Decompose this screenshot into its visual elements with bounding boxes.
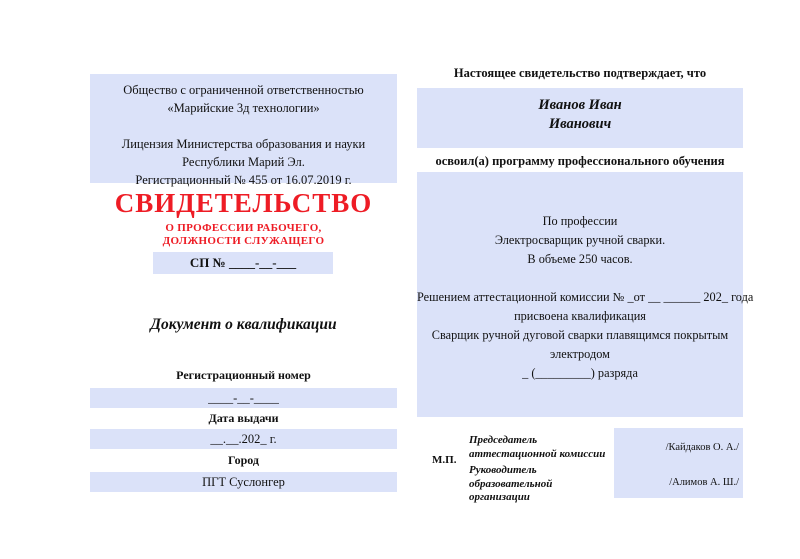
certificate-title: СВИДЕТЕЛЬСТВО	[114, 188, 373, 218]
registration-number-value-box: ____-__-____	[90, 388, 397, 408]
qualification-details-box	[417, 172, 754, 417]
director-signature-name: /Алимов А. Ш./	[669, 477, 739, 488]
grade-line: _ (_________) разряда	[522, 366, 638, 380]
city-value-box: ПГТ Суслонгер	[90, 472, 397, 492]
qualification-awarded-line: присвоена квалификация	[514, 309, 646, 323]
program-completion-statement: освоил(а) программу профессионального обучения	[435, 154, 725, 168]
org-blank-line	[90, 117, 397, 135]
org-name-line: «Марийские 3д технологии»	[167, 101, 320, 115]
qualification-name-line1: Сварщик ручной дуговой сварки плавящимся покрытым	[431, 328, 729, 342]
signatures-box	[614, 428, 743, 498]
org-registration-line: Регистрационный № 455 от 16.07.2019 г.	[135, 173, 352, 187]
certificate-subtitle	[90, 222, 397, 247]
city-label: Город	[228, 453, 259, 467]
chairman-role-line1: Председатель	[469, 434, 538, 446]
director-role-label	[469, 464, 614, 505]
stamp-place-label: М.П.	[432, 454, 457, 466]
holder-name-line2: Иванович	[548, 116, 612, 132]
qualification-name-line2: электродом	[550, 347, 610, 361]
org-license-line: Республики Марий Эл.	[182, 155, 305, 169]
blank-line	[417, 269, 743, 288]
document-type-label: Документ о квалификации	[150, 316, 337, 333]
director-role-line2: образовательной организации	[469, 477, 553, 503]
chairman-role-line2: аттестационной комиссии	[469, 447, 606, 460]
certificate-series-number-box: СП № ____-__-___	[153, 252, 333, 274]
chairman-signature-name: /Кайдаков О. А./	[665, 442, 739, 453]
certificate-subtitle-line2: ДОЛЖНОСТИ СЛУЖАЩЕГО	[162, 234, 325, 247]
profession-name-line: Электросварщик ручной сварки.	[494, 233, 666, 247]
chairman-role-label	[469, 434, 614, 461]
confirmation-statement: Настоящее свидетельство подтверждает, что	[453, 66, 707, 80]
org-name-line: Общество с ограниченной ответственностью	[123, 83, 364, 97]
profession-intro-line: По профессии	[542, 214, 618, 228]
holder-name-line1: Иванов Иван	[538, 97, 622, 113]
registration-number-label: Регистрационный номер	[176, 368, 311, 382]
organization-info-box	[90, 74, 397, 187]
commission-decision-line: Решением аттестационной комиссии № _от __ ______ 202_ года	[417, 290, 754, 304]
hours-line: В объеме 250 часов.	[527, 252, 633, 266]
issue-date-value-box: __.__.202_ г.	[90, 429, 397, 449]
holder-name-box	[417, 88, 743, 148]
certificate-subtitle-line1: О ПРОФЕССИИ РАБОЧЕГО,	[165, 222, 322, 234]
director-role-line1: Руководитель	[469, 464, 537, 476]
org-license-line: Лицензия Министерства образования и науки	[121, 137, 366, 151]
issue-date-label: Дата выдачи	[208, 411, 279, 425]
